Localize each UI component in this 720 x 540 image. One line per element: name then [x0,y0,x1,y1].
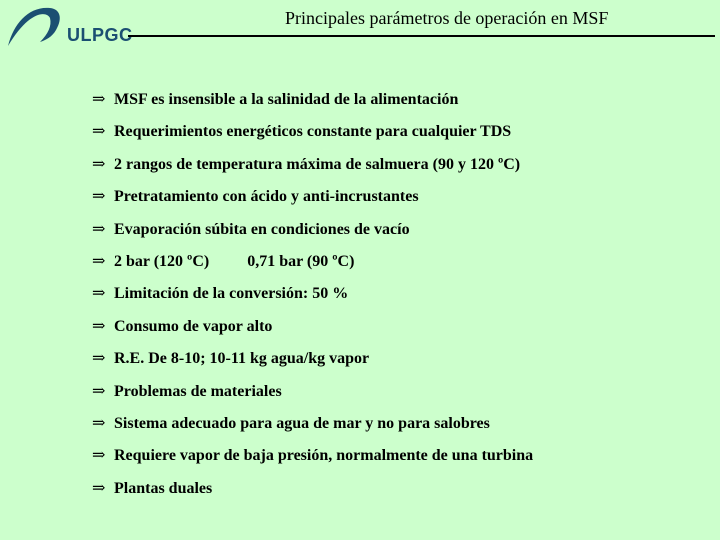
list-item: ⇒ Sistema adecuado para agua de mar y no para salobres [92,413,533,445]
arrow-icon: ⇒ [92,188,106,206]
list-item: ⇒ Pretratamiento con ácido y anti-incrustantes [92,186,533,218]
list-item: ⇒ MSF es insensible a la salinidad de la alimentación [92,89,533,121]
logo-swoosh-icon [6,4,66,48]
arrow-icon: ⇒ [92,91,106,108]
arrow-icon: ⇒ [92,285,106,303]
arrow-icon: ⇒ [92,155,106,173]
list-item: ⇒ Limitación de la conversión: 50 % [92,283,533,315]
arrow-icon: ⇒ [92,220,106,238]
logo-text: ULPGC [67,25,133,45]
ulpgc-logo [6,4,133,48]
list-item: ⇒ Consumo de vapor alto [92,316,533,348]
list-item: ⇒ R.E. De 8-10; 10-11 kg agua/kg vapor [92,348,533,380]
list-item: ⇒ 2 bar (120 ºC) 0,71 bar (90 ºC) [92,251,533,283]
list-item: ⇒ Problemas de materiales [92,381,533,413]
list-item: ⇒ Evaporación súbita en condiciones de vacío [92,219,533,251]
list-item: ⇒ Plantas duales [92,478,533,510]
header-rule [128,35,715,37]
arrow-icon: ⇒ [92,479,106,497]
arrow-icon: ⇒ [92,123,106,141]
arrow-icon: ⇒ [92,447,106,465]
arrow-icon: ⇒ [92,317,106,335]
arrow-icon: ⇒ [92,252,106,270]
list-item: ⇒ Requerimientos energéticos constante para cualquier TDS [92,121,533,153]
bullet-list [92,89,533,510]
list-item: ⇒ Requiere vapor de baja presión, normalmente de una turbina [92,445,533,477]
arrow-icon: ⇒ [92,382,106,400]
page-title: Principales parámetros de operación en MSF [285,8,609,28]
arrow-icon: ⇒ [92,350,106,368]
arrow-icon: ⇒ [92,414,106,432]
list-item: ⇒ 2 rangos de temperatura máxima de salmuera (90 y 120 ºC) [92,154,533,186]
